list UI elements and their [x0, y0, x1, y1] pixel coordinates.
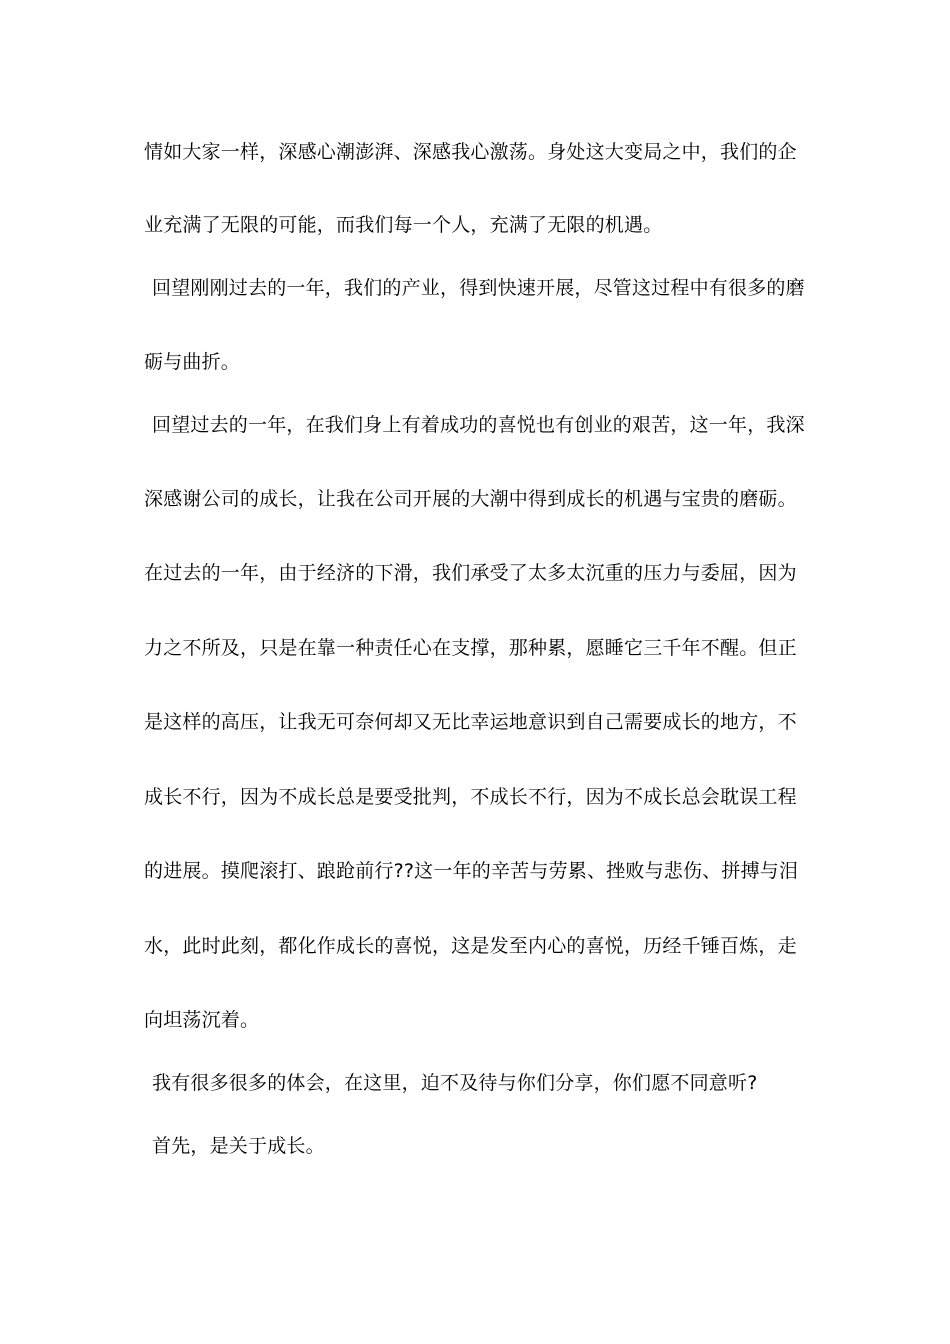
text-line: 回望过去的一年，在我们身上有着成功的喜悦也有创业的艰苦，这一年，我深 [152, 414, 805, 436]
text-line: 的进展。摸爬滚打、踉跄前行??这一年的辛苦与劳累、挫败与悲伤、拼搏与泪 [144, 860, 799, 882]
text-line: 砺与曲折。 [144, 351, 241, 373]
text-line: 首先，是关于成长。 [152, 1135, 325, 1157]
text-line: 我有很多很多的体会，在这里，迫不及待与你们分享，你们愿不同意听? [152, 1072, 758, 1094]
text-line: 成长不行，因为不成长总是要受批判，不成长不行，因为不成长总会耽误工程 [144, 786, 797, 808]
text-line: 业充满了无限的可能，而我们每一个人，充满了无限的机遇。 [144, 214, 663, 236]
text-line: 向坦荡沉着。 [144, 1009, 260, 1031]
text-line: 水，此时此刻，都化作成长的喜悦，这是发至内心的喜悦，历经千锤百炼，走 [144, 935, 797, 957]
text-line: 在过去的一年，由于经济的下滑，我们承受了太多太沉重的压力与委屈，因为 [144, 562, 797, 584]
text-line: 深感谢公司的成长，让我在公司开展的大潮中得到成长的机遇与宝贵的磨砺。 [144, 488, 797, 510]
text-line: 回望刚刚过去的一年，我们的产业，得到快速开展，尽管这过程中有很多的磨 [152, 277, 805, 299]
text-line: 力之不所及，只是在靠一种责任心在支撑，那种累，愿睡它三千年不醒。但正 [144, 637, 797, 659]
text-line: 情如大家一样，深感心潮澎湃、深感我心激荡。身处这大变局之中，我们的企 [144, 141, 797, 163]
text-line: 是这样的高压，让我无可奈何却又无比幸运地意识到自己需要成长的地方，不 [144, 711, 797, 733]
